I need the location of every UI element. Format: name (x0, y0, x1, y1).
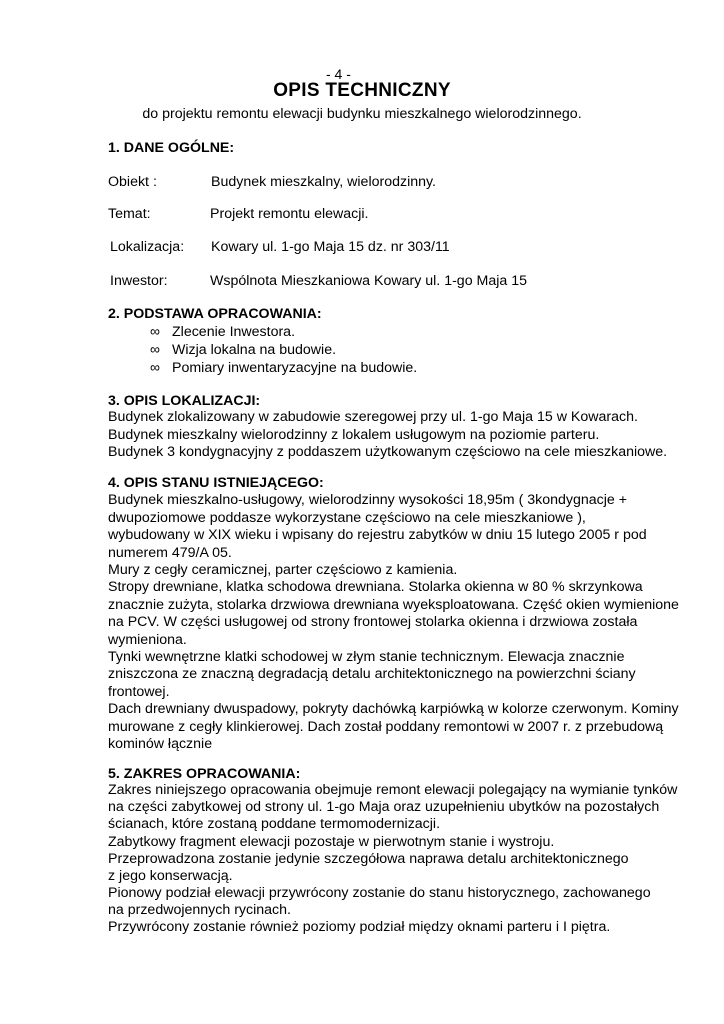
field-label-inwestor: Inwestor: (110, 273, 168, 289)
list-item (150, 323, 295, 342)
field-label-obiekt: Obiekt : (108, 174, 157, 190)
paragraph-line: znacznie zużyta, stolarka drzwiowa drewniana wyeksploatowana. Część okien wymienione (108, 597, 679, 613)
field-label-temat: Temat: (108, 206, 151, 222)
infinity-bullet-icon: ∞ (150, 359, 160, 375)
paragraph-line: na części zabytkowej od strony ul. 1-go Maja oraz uzupełnieniu ubytków na pozostałych (108, 799, 660, 815)
section-2-heading: 2. PODSTAWA OPRACOWANIA: (108, 306, 322, 322)
paragraph-line: Budynek mieszkalno-usługowy, wielorodzinny wysokości 18,95m ( 3kondygnacje + (108, 492, 628, 508)
paragraph-line: numerem 479/A 05. (108, 545, 232, 561)
section-4-heading: 4. OPIS STANU ISTNIEJĄCEGO: (108, 475, 324, 491)
paragraph-line: Dach drewniany dwuspadowy, pokryty dachówką karpiówką w kolorze czerwonym. Kominy (108, 701, 679, 717)
paragraph-line: wymieniona. (108, 632, 187, 648)
list-item-text: Pomiary inwentaryzacyjne na budowie. (172, 360, 418, 376)
field-value-lokalizacja: Kowary ul. 1-go Maja 15 dz. nr 303/11 (211, 239, 450, 255)
list-item (150, 359, 417, 378)
infinity-bullet-icon: ∞ (150, 323, 160, 339)
paragraph-line: Przywrócony zostanie również poziomy podział między oknami parteru i I piętra. (108, 919, 611, 935)
paragraph-line: Pionowy podział elewacji przywrócony zostanie do stanu historycznego, zachowanego (108, 885, 651, 901)
paragraph-line: dwupoziomowe poddasze wykorzystane częściowo na cele mieszkaniowe ), (108, 510, 586, 526)
paragraph-line: frontowej. (108, 684, 170, 700)
section-1-heading: 1. DANE OGÓLNE: (108, 140, 235, 156)
paragraph-line: z jego konserwacją. (108, 868, 233, 884)
paragraph-line: murowane z cegły klinkierowej. Dach został poddany remontowi w 2007 r. z przebudową (108, 719, 664, 735)
section-3-heading: 3. OPIS LOKALIZACJI: (108, 393, 261, 409)
paragraph-line: na przedwojennych rycinach. (108, 902, 291, 918)
paragraph-line: kominów łącznie (108, 736, 213, 752)
field-value-temat: Projekt remontu elewacji. (210, 206, 369, 222)
section-5-heading: 5. ZAKRES OPRACOWANIA: (108, 766, 301, 782)
field-value-inwestor: Wspólnota Mieszkaniowa Kowary ul. 1-go Maja 15 (210, 273, 528, 289)
paragraph-line: Budynek mieszkalny wielorodzinny z lokalem usługowym na poziomie parteru. (108, 427, 600, 443)
paragraph-line: Tynki wewnętrzne klatki schodowej w złym stanie technicznym. Elewacja znacznie (108, 649, 625, 665)
paragraph-line: wybudowany w XIX wieku i wpisany do rejestru zabytków w dniu 15 lutego 2005 r pod (108, 527, 647, 543)
paragraph-line: Zabytkowy fragment elewacji pozostaje w pierwotnym stanie i wystroju. (108, 834, 555, 850)
paragraph-line: Stropy drewniane, klatka schodowa drewniana. Stolarka okienna w 80 % skrzynkowa (108, 579, 643, 595)
field-label-lokalizacja: Lokalizacja: (110, 239, 185, 255)
infinity-bullet-icon: ∞ (150, 341, 160, 357)
field-value-obiekt: Budynek mieszkalny, wielorodzinny. (211, 174, 436, 190)
paragraph-line: Mury z cegły ceramicznej, parter częściowo z kamienia. (108, 562, 458, 578)
paragraph-line: ścianach, które zostaną poddane termomodernizacji. (108, 816, 441, 832)
document-title: OPIS TECHNICZNY (273, 80, 451, 101)
paragraph-line: zniszczona ze znaczną degradacją detalu architektonicznego na powierzchni ściany (108, 666, 636, 682)
list-item (150, 341, 336, 360)
list-item-text: Wizja lokalna na budowie. (172, 342, 337, 358)
paragraph-line: Budynek zlokalizowany w zabudowie szeregowej przy ul. 1-go Maja 15 w Kowarach. (108, 409, 638, 425)
paragraph-line: na PCV. W części usługowej od strony frontowej stolarka okienna i drzwiowa została (108, 614, 638, 630)
paragraph-line: Zakres niniejszego opracowania obejmuje remont elewacji polegający na wymianie tynków (108, 782, 678, 798)
document-subtitle: do projektu remontu elewacji budynku mieszkalnego wielorodzinnego. (142, 106, 582, 122)
paragraph-line: Przeprowadzona zostanie jedynie szczegółowa naprawa detalu architektonicznego (108, 851, 629, 867)
page-number: - 4 - (326, 66, 351, 82)
list-item-text: Zlecenie Inwestora. (172, 324, 296, 340)
paragraph-line: Budynek 3 kondygnacyjny z poddaszem użytkowanym częściowo na cele mieszkaniowe. (108, 444, 668, 460)
